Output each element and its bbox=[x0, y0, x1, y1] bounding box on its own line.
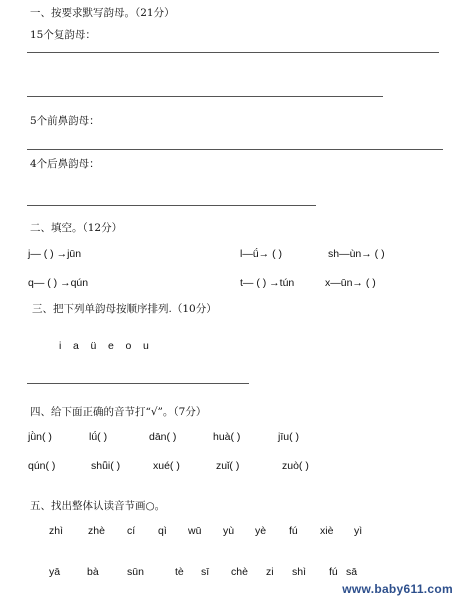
syllable: qì bbox=[158, 525, 167, 537]
syllable: yì bbox=[354, 525, 363, 537]
answer-line bbox=[27, 96, 383, 97]
syllable: bà bbox=[87, 566, 99, 578]
fill-item: l—ǘ→ ( ) bbox=[240, 248, 282, 260]
syllable: yù bbox=[223, 525, 235, 537]
watermark-text: www.baby611.com bbox=[342, 582, 453, 596]
syllable: sī bbox=[201, 566, 210, 578]
fill-item: sh—ùn→ ( ) bbox=[328, 248, 385, 260]
answer-line bbox=[27, 149, 443, 150]
vowel-letters: i a ü e o u bbox=[59, 340, 149, 352]
fu-yunmu-label: 15个复韵母： bbox=[30, 29, 96, 41]
syllable-choice: dān( ) bbox=[149, 431, 177, 443]
syllable-choice: jīu( ) bbox=[278, 431, 299, 443]
syllable: zi bbox=[266, 566, 274, 578]
syllable-choice: jǜn( ) bbox=[28, 431, 52, 443]
syllable: sūn bbox=[127, 566, 144, 578]
syllable: wū bbox=[188, 525, 202, 537]
syllable-choice: zuò( ) bbox=[282, 460, 309, 472]
syllable-choice: shǖi( ) bbox=[91, 460, 121, 472]
syllable: xiè bbox=[320, 525, 334, 537]
syllable: zhì bbox=[49, 525, 64, 537]
syllable-choice: zuǐ( ) bbox=[216, 460, 240, 472]
fill-item: q— ( ) →qún bbox=[28, 277, 89, 289]
answer-line bbox=[27, 383, 249, 384]
syllable: shì bbox=[292, 566, 307, 578]
syllable: yè bbox=[255, 525, 267, 537]
syllable: fú bbox=[329, 566, 338, 578]
syllable: fú bbox=[289, 525, 298, 537]
syllable: cí bbox=[127, 525, 136, 537]
syllable: tè bbox=[175, 566, 184, 578]
syllable-choice: xué( ) bbox=[153, 460, 180, 472]
qian-bi-yunmu-label: 5个前鼻韵母： bbox=[30, 115, 100, 127]
fill-item: t— ( ) →tún bbox=[240, 277, 295, 289]
section2-heading: 二、填空。（12分） bbox=[30, 222, 123, 234]
syllable: yā bbox=[49, 566, 61, 578]
answer-line bbox=[27, 52, 439, 53]
section3-heading: 三、把下列单韵母按顺序排列.（10分） bbox=[32, 303, 217, 315]
section4-heading: 四、给下面正确的音节打“√”。（7分） bbox=[30, 406, 207, 418]
section1-heading: 一、按要求默写韵母。（21分） bbox=[30, 7, 175, 19]
syllable-choice: huà( ) bbox=[213, 431, 241, 443]
fill-item: x—ūn→ ( ) bbox=[325, 277, 376, 289]
answer-line bbox=[27, 205, 316, 206]
section5-heading: 五、找出整体认读音节画○。 bbox=[30, 500, 166, 512]
syllable: zhè bbox=[88, 525, 105, 537]
fill-item: j— ( ) →jūn bbox=[28, 248, 82, 260]
syllable: chè bbox=[231, 566, 248, 578]
syllable-choice: lǘ( ) bbox=[89, 431, 108, 443]
syllable-choice: qún( ) bbox=[28, 460, 56, 472]
syllable: sā bbox=[346, 566, 358, 578]
hou-bi-yunmu-label: 4个后鼻韵母： bbox=[30, 158, 100, 170]
